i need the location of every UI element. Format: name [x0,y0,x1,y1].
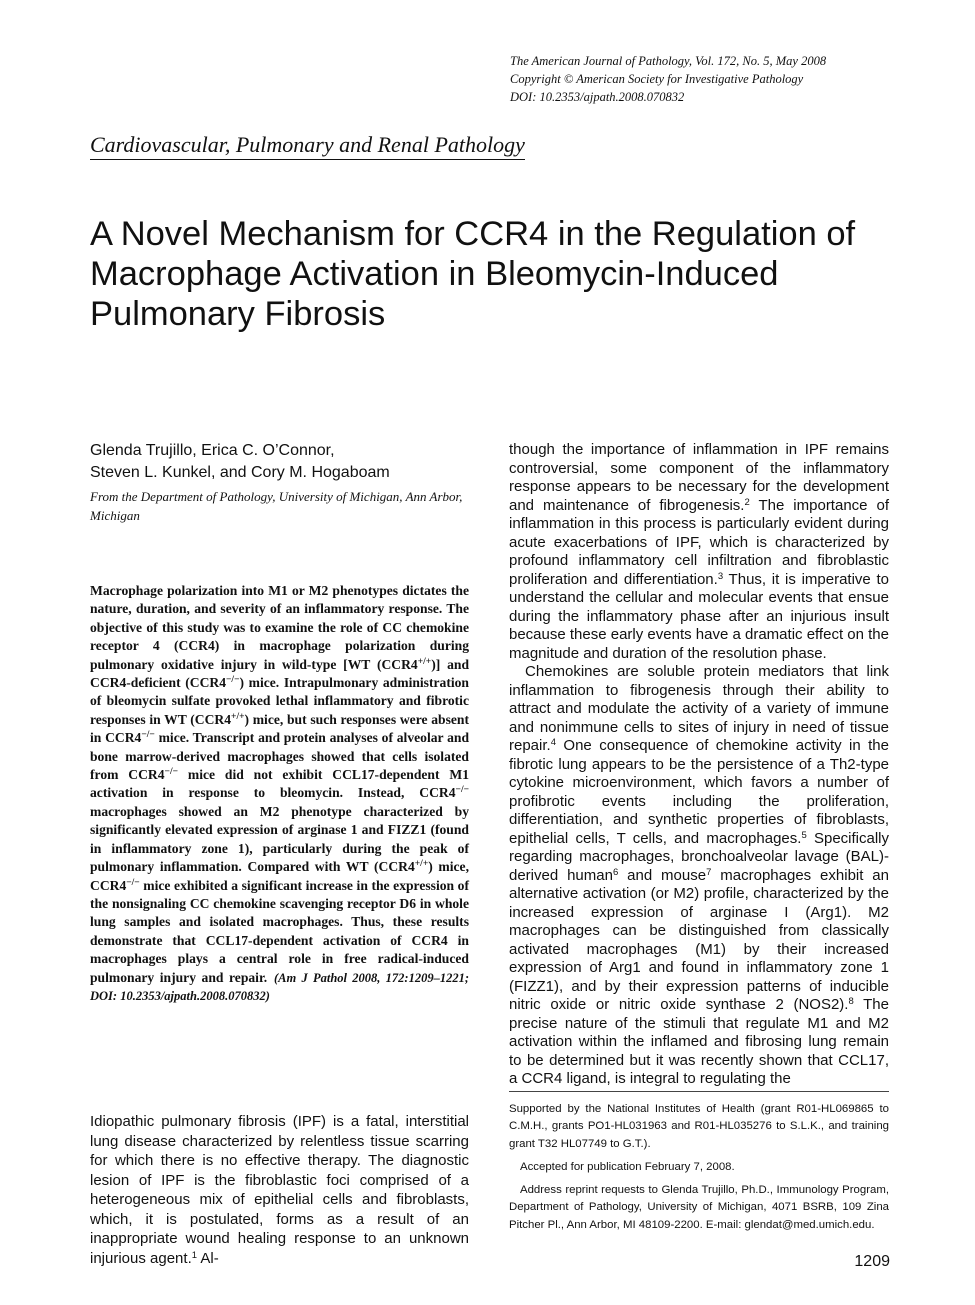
abstract-text: ) mice, CCR4 [90,859,469,893]
journal-copyright: Copyright © American Society for Investigative Pathology [510,72,804,86]
genotype-superscript: +/+ [417,656,432,667]
reference-marker: 1 [191,1249,198,1261]
genotype-superscript: +/+ [231,711,245,722]
reprint-address-note: Address reprint requests to Glenda Trujillo, Ph.D., Immunology Program, Department of Pathology, University of Michigan, 4071 BSRB, 109 Zina Pitcher Pl., Ann Arbor, MI 48109-2200. E-mail: glendat@med.umich.edu. [509,1184,889,1231]
journal-citation: The American Journal of Pathology, Vol. 172, No. 5, May 2008 [510,54,827,68]
abstract-text: macrophages showed an M2 phenotype characterized by significantly elevated expression of arginase 1 and FIZZ1 (found in inflammatory zone 1), particularly during the peak of pulmonary inflammation. Compared with WT (CCR4 [90,803,469,875]
reference-marker: 3 [717,570,724,582]
affiliation: From the Department of Pathology, University of Michigan, Ann Arbor, Michigan [90,489,463,523]
abstract-text: mice. Transcript and protein analyses of alveolar and bone marrow-derived macrophages showed that cells isolated from CCR4 [90,730,469,783]
accepted-date-note: Accepted for publication February 7, 2008. [520,1160,735,1173]
abstract-text: mice exhibited a significant increase in the expression of the nonsignaling CC chemokine scavenging receptor D6 in whole lung samples and isolated macrophages. Thus, these results demonstrate that CCL17-dependent activation of CCR4 in macrophages plays a central role in free radical-induced pulmonary injury and repair. [90,877,469,985]
body-text: though the importance of inflammation in IPF remains controversial, some component of the inflammatory response appears to be necessary for the development and maintenance of fibrogenesis. [509,441,889,514]
body-text: The importance of inflammation in this process is particularly evident during acute exacerbations of IPF, which is characterized by profound inflammatory cell infiltration and fibroblastic proliferation and differentiation. [509,496,890,588]
body-text: and mouse [618,866,707,884]
genotype-superscript: +/+ [414,859,429,870]
abstract-text: Macrophage polarization into M1 or M2 phenotypes dictates the nature, duration, and severity of an inflammatory response. The objective of this study was to examine the role of CC chemokine receptor 4 (CCR4) in macrophage polarization during pulmonary oxidative injury in wild-type [WT (CCR4 [90,583,469,672]
body-text: Thus, it is imperative to understand the cellular and molecular events that ensue during the inflammatory phase after an injurious insult because these early events have a dramatic effect on the magnitude and duration of the resolution phase. [509,570,889,662]
abstract-text: mice did not exhibit CCL17-dependent M1 activation in response to bleomycin. Instead, CCR4 [90,767,469,801]
reference-marker: 4 [550,737,556,748]
genotype-superscript: −/− [126,877,140,888]
author-line-2: Steven L. Kunkel, and Cory M. Hogaboam [90,464,390,481]
author-line-1: Glenda Trujillo, Erica C. O’Connor, [90,442,335,459]
body-text: Specifically regarding macrophages, bronchoalveolar lavage (BAL)-derived human [509,829,889,884]
genotype-superscript: −/− [455,785,469,796]
abstract-text: )] and CCR4-deficient (CCR4 [90,656,470,691]
footnotes [509,1101,889,1240]
abstract-text: ) mice, but such responses were absent in CCR4 [90,711,469,746]
genotype-superscript: −/− [226,675,240,686]
genotype-superscript: −/− [141,730,155,741]
abstract-citation: (Am J Pathol 2008, 172:1209–1221; DOI: 10.2353/ajpath.2008.070832) [90,970,469,1003]
reference-marker: 6 [612,866,619,878]
abstract [90,582,469,1005]
reference-marker: 5 [801,829,807,841]
body-text: The precise nature of the stimuli that regulate M1 and M2 activation within the inflamed and fibrosing lung remain to be determined but it was recently shown that CCL17, a CCR4 ligand, is integral to regulating the [509,996,889,1087]
article-title: A Novel Mechanism for CCR4 in the Regulation of Macrophage Activation in Bleomycin-Induced Pulmonary Fibrosis [90,215,856,333]
section-heading: Cardiovascular, Pulmonary and Renal Pathology [90,132,525,160]
body-text: Al- [197,1249,219,1267]
genotype-superscript: −/− [164,767,179,778]
reference-marker: 8 [848,996,854,1007]
body-paragraph-2 [509,663,889,1089]
body-paragraph-1 [509,441,889,663]
reference-marker: 7 [706,866,712,878]
page-number: 1209 [854,1253,890,1270]
body-text: Chemokines are soluble protein mediators that link inflammation to fibrogenesis through their ability to attract and modulate the activity of a variety of immune and nonimmune cells to sites of injury in need of tissue repair. [509,663,889,754]
body-text: Idiopathic pulmonary fibrosis (IPF) is a fatal, interstitial lung disease characterized by relentless tissue scarring for which there is no effective therapy. The diagnostic lesion of IPF is the fibroblastic foci comprised of a heterogeneous mix of epithelial cells and fibroblasts, which, it is postulated, forms as a result of an inappropriate wound healing response to an unknown injurious agent. [90,1113,469,1267]
introduction-paragraph [90,1112,469,1268]
author-list [90,440,475,484]
right-column-body [509,441,889,1089]
funding-note: Supported by the National Institutes of Health (grant R01-HL069865 to C.M.H., grants PO1-HL031963 and R01-HL035276 to S.L.K., and training grant T32 HL07749 to G.T.). [509,1103,889,1150]
reference-marker: 2 [744,496,750,508]
journal-doi: DOI: 10.2353/ajpath.2008.070832 [510,90,685,104]
footnote-divider [509,1091,889,1092]
journal-info [510,52,950,106]
body-text: macrophages exhibit an alternative activation (or M2) profile, characterized by the increased expression of arginase I (Arg1). M2 macrophages can be distinguished from classically activated macrophages (M1) by their increased expression of Arg1 and found in inflammatory zone 1 (FIZZ1), and by their expression patterns of inducible nitric oxide or nitric oxide synthase 2 (NOS2). [509,866,889,1013]
abstract-text: ) mice. Intrapulmonary administration of bleomycin sulfate provoked lethal inflammatory and fibrotic responses in WT (CCR4 [90,675,469,727]
body-text: One consequence of chemokine activity in the fibrotic lung appears to be the persistence of a Th2-type cytokine microenvironment, which favors a number of profibrotic events including the proliferation, differentiation, and synthetic properties of fibroblasts, epithelial cells, T cells, and macrophages. [509,737,889,847]
